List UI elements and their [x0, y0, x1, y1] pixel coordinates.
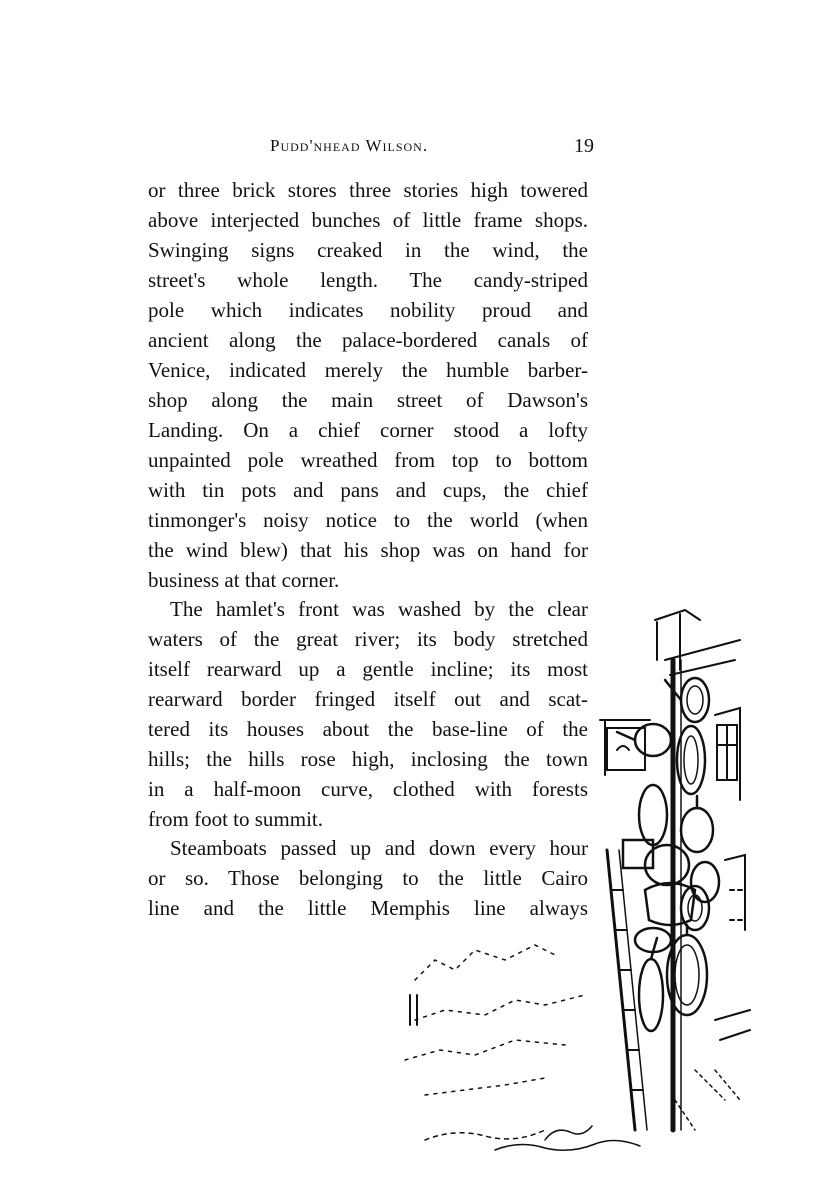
- text-line: unpainted pole wreathed from top to bottom: [148, 448, 588, 472]
- text-line: above interjected bunches of little frame shops.: [148, 208, 588, 232]
- text-line: tered its houses about the base-line of the: [148, 717, 588, 741]
- text-line: ancient along the palace-bordered canals of: [148, 328, 588, 352]
- text-line: shop along the main street of Dawson's: [148, 388, 588, 412]
- text-line: hills; the hills rose high, inclosing the town: [148, 747, 588, 771]
- text-line: street's whole length. The candy-striped: [148, 268, 588, 292]
- text-line: with tin pots and pans and cups, the chief: [148, 478, 588, 502]
- text-line: pole which indicates nobility proud and: [148, 298, 588, 322]
- text-line: Swinging signs creaked in the wind, the: [148, 238, 588, 262]
- text-line: business at that corner.: [148, 568, 340, 592]
- running-title: Pudd'nhead Wilson.: [270, 136, 429, 155]
- text-line: rearward border fringed itself out and scat-: [148, 687, 588, 711]
- tin-pole: [673, 660, 681, 1130]
- text-line: tinmonger's noisy notice to the world (when: [148, 508, 588, 532]
- distant-town-sketch: [405, 945, 585, 1095]
- ladder-sketch: [607, 850, 647, 1130]
- text-line: Venice, indicated merely the humble barber-: [148, 358, 588, 382]
- building-sketch: [655, 610, 750, 1040]
- text-line: Landing. On a chief corner stood a lofty: [148, 418, 588, 442]
- text-line: or three brick stores three stories high towered: [148, 178, 588, 202]
- text-line: waters of the great river; its body stretched: [148, 627, 588, 651]
- text-line: from foot to summit.: [148, 807, 323, 831]
- text-line: in a half-moon curve, clothed with forests: [148, 777, 588, 801]
- text-line: itself rearward up a gentle incline; its most: [148, 657, 588, 681]
- page-header: [148, 136, 600, 166]
- text-line: Steamboats passed up and down every hour: [170, 836, 588, 860]
- tin-pots-pole-illustration: [395, 600, 755, 1160]
- text-line: The hamlet's front was washed by the clear: [170, 597, 588, 621]
- text-line: the wind blew) that his shop was on hand for: [148, 538, 588, 562]
- ground-sketch: [425, 1070, 740, 1150]
- text-line: or so. Those belonging to the little Cairo: [148, 866, 588, 890]
- text-line: line and the little Memphis line always: [148, 896, 588, 920]
- page-number: 19: [574, 135, 594, 157]
